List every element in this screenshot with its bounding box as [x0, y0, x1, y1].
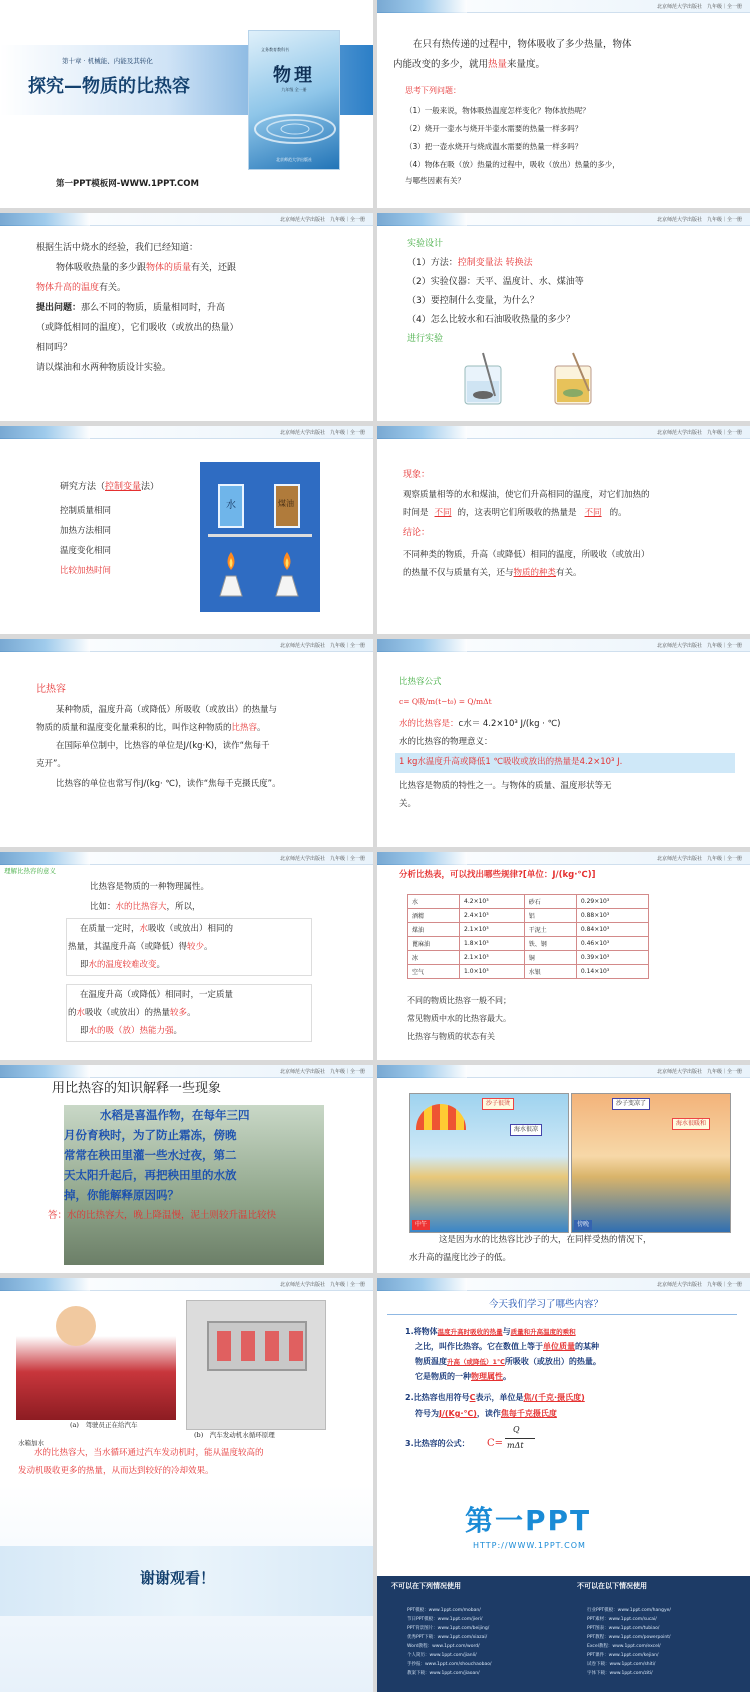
table-row	[408, 951, 649, 965]
slide-header	[0, 426, 373, 439]
table-cell: 4.2×10³	[460, 895, 525, 909]
publisher-label: 北京师范大学出版社 九年级｜全一册	[279, 1282, 365, 1288]
logo-text: 第一PPT	[465, 1504, 592, 1537]
slide-header	[377, 426, 750, 439]
hard-change-highlight: 水的温度较难改变	[88, 960, 157, 970]
table-cell: 2.1×10³	[460, 923, 525, 937]
less-highlight: 较少	[187, 942, 205, 952]
table-cell: 0.39×10³	[576, 951, 648, 965]
slide-header	[377, 0, 750, 13]
burner-right-icon	[272, 550, 302, 600]
slide-title: 用比热容的知识解释一些现象	[52, 1081, 222, 1096]
text: 比如：	[90, 902, 116, 912]
table-row	[408, 895, 649, 909]
blank: J/(Kg·℃)	[439, 1409, 477, 1418]
text: 的热量不仅与质量有关，还与	[403, 568, 514, 578]
water-value-line	[399, 715, 560, 733]
summary-2-line-1	[405, 1390, 585, 1405]
blank: 焦每千克摄氏度	[500, 1409, 557, 1418]
book-top-text: 义务教育教科书	[261, 47, 289, 52]
water-large-highlight: 水的比热容大	[115, 902, 167, 912]
book-subtitle: 九年级 全一册	[281, 87, 307, 92]
water-word: 水	[76, 1008, 86, 1018]
formula-denominator: mΔt	[507, 1441, 524, 1450]
slide-header	[0, 1278, 373, 1291]
text: 有关。	[556, 568, 582, 578]
text: 研究方法（	[60, 482, 106, 492]
slide-2[interactable]	[377, 0, 750, 208]
blank-answer-1: 不同	[434, 508, 452, 518]
slide-header	[377, 639, 750, 652]
table-cell: 0.46×10³	[576, 937, 648, 951]
link-item[interactable]: Word教程：www.1ppt.com/word/	[407, 1644, 480, 1649]
item-1	[407, 254, 533, 272]
text: 法）	[141, 482, 160, 492]
publisher-label: 北京师范大学出版社 九年级｜全一册	[656, 856, 742, 862]
summary-1-line-4	[415, 1369, 511, 1384]
explanation-line-1: 水的比热容大，当水循环通过汽车发动机时，能从温度较高的	[34, 1448, 264, 1458]
bubble-sand-cool: 沙子变凉了	[612, 1098, 650, 1110]
definition-line-2	[36, 719, 266, 737]
question-line-1: 水稻是喜温作物，在每年三四	[100, 1108, 250, 1122]
bubble-sea-warm: 海水很暖和	[672, 1118, 710, 1130]
conclusion-line-2	[403, 564, 582, 582]
item-4: （4）怎么比较水和石油吸收热量的多少？	[407, 315, 575, 325]
text: 之比，叫作比热容。它在数值上等于	[415, 1342, 543, 1351]
text: 物质的质量和温度变化量乘积的比，叫作这种物质的	[36, 723, 232, 733]
link-item[interactable]: PPT素材：www.1ppt.com/sucai/	[587, 1617, 657, 1622]
bubble-sand-hot: 沙子很烫	[482, 1098, 514, 1110]
text: ，读作	[476, 1409, 501, 1418]
slide-header	[377, 852, 750, 865]
left-heading: 不可以在下列情况使用	[391, 1582, 461, 1590]
link-item[interactable]: 教案下载：www.1ppt.com/jiaoan/	[407, 1671, 480, 1676]
slide-12[interactable]	[377, 1065, 750, 1273]
text-line-6: 相同吗？	[36, 343, 73, 353]
unit-line-1: 在国际单位制中，比热容的单位是J/(kg·K)，读作“焦每千	[56, 741, 270, 751]
tag-evening: 傍晚	[574, 1220, 592, 1230]
meaning-highlight: 1 kg水温度升高或降低1 ℃吸收或放出的热量是4.2×10³ J.	[395, 753, 735, 773]
summary-title: 今天我们学习了哪些内容？	[489, 1299, 604, 1310]
publisher-label: 北京师范大学出版社 九年级｜全一册	[656, 217, 742, 223]
text: 。	[257, 723, 266, 733]
table-cell: 砂石	[524, 895, 576, 909]
slide-header	[377, 213, 750, 226]
publisher-label: 北京师范大学出版社 九年级｜全一册	[656, 4, 742, 10]
info-panel	[377, 1576, 750, 1692]
text-line-4	[36, 299, 225, 317]
question-line-5: 掉，你能解释原因吗？	[64, 1188, 179, 1202]
oil-beaker	[274, 484, 300, 528]
condition-4: 比较加热时间	[60, 566, 112, 576]
publisher-label: 北京师范大学出版社 九年级｜全一册	[279, 643, 365, 649]
table-cell: 水银	[524, 965, 576, 979]
formula: c= Q吸/m(t−t₀) = Q/mΔt	[399, 697, 492, 706]
text: 的	[68, 1008, 77, 1018]
text: 的某种	[575, 1342, 599, 1351]
table-row	[408, 909, 649, 923]
blank: C	[469, 1393, 476, 1402]
section-heading: 比热容	[36, 684, 66, 695]
blank: 单位质量	[543, 1342, 575, 1351]
bubble-sea-cool: 海水很凉	[510, 1124, 542, 1136]
engine-diagram-image	[186, 1300, 326, 1430]
blank: 物理属性	[471, 1372, 503, 1381]
blank: 升高（或降低）1℃	[447, 1358, 505, 1366]
slide-6[interactable]	[377, 426, 750, 634]
caption-b: (b) 汽车发动机水循环原理	[194, 1431, 275, 1439]
table-row	[408, 965, 649, 979]
link-item[interactable]: 手抄报：www.1ppt.com/shouchaobao/	[407, 1662, 492, 1667]
text: 。	[503, 1372, 511, 1381]
logo-url: HTTP://WWW.1PPT.COM	[473, 1541, 586, 1550]
method-line	[60, 478, 159, 496]
table-cell: 2.4×10³	[460, 909, 525, 923]
property-statement: 比热容是物质的一种物理属性。	[90, 882, 210, 892]
beaker-oil-image	[545, 351, 605, 411]
umbrella-icon	[416, 1104, 466, 1130]
slide-14[interactable]	[377, 1278, 750, 1486]
conclusion-2: 常见物质中水的比热容最大。	[407, 1014, 511, 1023]
questions-title: 思考下列问题：	[405, 86, 461, 95]
table-cell: 0.88×10³	[576, 909, 648, 923]
link-item[interactable]: 行业PPT模板：www.1ppt.com/hangye/	[587, 1608, 671, 1613]
table-cell: 冰	[408, 951, 460, 965]
question-4-cont: 与哪些因素有关？	[405, 176, 465, 185]
beaker-water-image	[455, 351, 515, 411]
slide-header	[377, 1065, 750, 1078]
slide-title: 探究—物质的比热容	[28, 76, 190, 97]
publisher-label: 北京师范大学出版社 九年级｜全一册	[656, 643, 742, 649]
publisher-label: 北京师范大学出版社 九年级｜全一册	[279, 430, 365, 436]
specific-heat-table	[407, 894, 649, 979]
table-cell: 铜	[524, 951, 576, 965]
link-item[interactable]: 节日PPT模板：www.1ppt.com/jieri/	[407, 1617, 483, 1622]
unit-line-3: 比热容的单位也常写作J/(kg· ℃)，读作“焦每千克摄氏度”。	[56, 779, 281, 789]
slide-13[interactable]	[0, 1278, 373, 1486]
question-1: （1）一般来说，物体吸热温度怎样变化？物体放热呢？	[405, 106, 590, 115]
table-cell: 0.14×10³	[576, 965, 648, 979]
text-line-7: 请以煤油和水两种物质设计实验。	[36, 363, 172, 373]
term-highlight: 比热容	[231, 723, 258, 733]
text: 吸收（或放出）的热量	[85, 1008, 171, 1018]
formula-heading: 比热容公式	[399, 677, 442, 687]
link-item[interactable]: 个人简历：www.1ppt.com/jianli/	[407, 1653, 477, 1658]
unit-line-2: 克开”。	[36, 759, 66, 769]
caption-a-2: 水箱加水	[18, 1439, 44, 1447]
intro-line-1: 在只有热传递的过程中，物体吸收了多少热量，物体	[413, 39, 632, 50]
question-2: （2）烧开一壶水与烧开半壶水需要的热量一样多吗？	[405, 124, 583, 133]
burner-left-icon	[216, 550, 246, 600]
condition-1: 控制质量相同	[60, 506, 112, 516]
publisher-label: 北京师范大学出版社 九年级｜全一册	[656, 1282, 742, 1288]
question-line-3: 常常在秧田里灌一些水过夜，第二	[64, 1148, 237, 1162]
slide-4[interactable]	[377, 213, 750, 421]
definition-line-1: 某种物质，温度升高（或降低）所吸收（或放出）的热量与	[56, 705, 278, 715]
table-cell: 1.0×10³	[460, 965, 525, 979]
strong-ability-highlight: 水的吸（放）热能力强	[88, 1026, 174, 1036]
summary-1-line-2	[415, 1339, 599, 1354]
link-item[interactable]: 优秀PPT下载：www.1ppt.com/xiazai/	[407, 1635, 488, 1640]
text: 来量度。	[507, 59, 546, 70]
slide-1[interactable]	[0, 0, 373, 208]
text: 物质温度	[415, 1357, 447, 1366]
text-line-1: 根据生活中烧水的经验，我们已经知道：	[36, 243, 199, 253]
slide-header	[377, 1278, 750, 1291]
text: 。	[187, 1008, 196, 1018]
caption-a: (a) 驾驶员正在给汽车	[70, 1421, 138, 1429]
water-value: c水＝ 4.2×10³ J/(kg · ℃)	[458, 719, 561, 729]
method-highlight: 控制变量法 转换法	[457, 258, 533, 268]
slide-header	[0, 1065, 373, 1078]
slide-header	[0, 213, 373, 226]
highlight-heat: 热量	[488, 59, 508, 70]
table-row	[408, 923, 649, 937]
publisher-label: 北京师范大学出版社 九年级｜全一册	[656, 1069, 742, 1075]
text: 它是物质的一种	[415, 1372, 471, 1381]
site-label: 第一PPT模板网-WWW.1PPT.COM	[56, 179, 199, 189]
slide-header	[0, 639, 373, 652]
intro-line-2	[393, 56, 545, 74]
right-heading: 不可以在以下情况使用	[577, 1582, 647, 1590]
publisher-label: 北京师范大学出版社 九年级｜全一册	[279, 217, 365, 223]
formula-numerator: Q	[513, 1425, 520, 1434]
table-title: 分析比热表，可以找出哪些规律?[单位：J/(kg·℃)]	[399, 870, 596, 880]
link-item[interactable]: Excel教程：www.1ppt.com/excel/	[587, 1644, 661, 1649]
blank: 焦/(千克·摄氏度)	[523, 1393, 585, 1402]
book-publisher: 北京师范大学出版社	[276, 157, 312, 162]
table-cell: 2.1×10³	[460, 951, 525, 965]
slide-10[interactable]	[377, 852, 750, 1060]
table-row	[408, 937, 649, 951]
text: 的。	[609, 508, 627, 518]
slide-15[interactable]	[0, 1484, 373, 1692]
text: 1.将物体	[405, 1327, 438, 1336]
section-title: 实验设计	[407, 239, 444, 249]
conclusion-3: 比热容与物质的状态有关	[407, 1032, 495, 1041]
more-highlight: 较多	[170, 1008, 188, 1018]
text: 吸收（或放出）相同的	[148, 924, 234, 934]
question-3: （3）把一壶水烧开与烧成温水需要的热量一样多吗？	[405, 142, 583, 151]
summary-2-line-2	[415, 1406, 557, 1421]
slide-7[interactable]	[0, 639, 373, 847]
logo-area	[377, 1484, 750, 1576]
answer-line: 答：水的比热容大，晚上降温慢，泥土则较升温比较快	[48, 1210, 277, 1221]
slide-16[interactable]	[377, 1484, 750, 1692]
text: 所吸收（或放出）的热量。	[504, 1357, 601, 1366]
book-title: 物理	[273, 65, 315, 86]
table-cell: 干泥土	[524, 923, 576, 937]
property-line-1: 比热容是物质的特性之一。与物体的质量、温度形状等无	[399, 781, 612, 791]
water-beaker	[218, 484, 244, 528]
text: 与	[502, 1327, 511, 1336]
corner-label: 理解比热容的意义	[4, 867, 56, 875]
slide-3[interactable]	[0, 213, 373, 421]
explanation-line-2: 发动机吸收更多的热量，从而达到较好的冷却效果。	[18, 1466, 214, 1476]
slide-11[interactable]	[0, 1065, 373, 1273]
table-cell: 空气	[408, 965, 460, 979]
question-line-4: 天太阳升起后，再把秧田里的水放	[64, 1168, 237, 1182]
link-item[interactable]: PPT背景图片：www.1ppt.com/beijing/	[407, 1626, 490, 1631]
phenomenon-heading: 现象：	[403, 470, 431, 480]
beach-noon-image	[409, 1093, 569, 1233]
slide-9[interactable]	[0, 852, 373, 1060]
explanation-line-1: 这是因为水的比热容比沙子的大，在同样受热的情况下，	[439, 1235, 652, 1245]
question-4: （4）物体在吸（放）热量的过程中，吸收（放出）热量的多少，	[405, 160, 620, 169]
book-swirl-graphic	[249, 99, 341, 159]
condition-3: 温度变化相同	[60, 546, 112, 556]
summary-1-line-3	[415, 1354, 601, 1370]
table-cell: 铝	[524, 909, 576, 923]
text-line-5: （或降低相同的温度），它们吸收（或放出的热量）	[36, 323, 239, 333]
conclusion-1: 不同的物质比热容一般不同；	[407, 996, 511, 1005]
text: （1）方法：	[407, 258, 458, 268]
text: 2.比热容也用符号	[405, 1393, 470, 1402]
text: 有关。	[99, 283, 127, 293]
experiment-label: 进行实验	[407, 334, 444, 344]
text: 。	[173, 1026, 183, 1036]
thanks-text: 谢谢观看！	[140, 1569, 216, 1587]
text: 在质量一定时，	[80, 924, 140, 934]
box2-line-2	[68, 1004, 196, 1022]
book-cover	[248, 30, 340, 170]
control-variable-highlight: 控制变量	[105, 482, 142, 492]
item-3: （3）要控制什么变量，为什么？	[407, 296, 539, 306]
text: 的，这表明它们所吸收的热量是	[457, 508, 577, 518]
text: 表示，单位是	[475, 1393, 524, 1402]
publisher-label: 北京师范大学出版社 九年级｜全一册	[279, 1069, 365, 1075]
link-item[interactable]: 字体下载：www.1ppt.com/ziti/	[587, 1671, 653, 1676]
text: 。	[156, 960, 166, 970]
text: 有关，还跟	[191, 263, 237, 273]
text: 内能改变的多少，就用	[393, 59, 489, 70]
text: 即	[80, 1026, 89, 1036]
text-line-3	[36, 279, 126, 297]
chapter-label: 第十章 · 机械能、内能及其转化	[62, 57, 153, 65]
blank-answer-2: 不同	[584, 508, 602, 518]
table-cell: 水	[408, 895, 460, 909]
question-label: 提出问题：	[36, 303, 82, 313]
text: 物体吸收热量的多少跟	[56, 263, 147, 273]
blank: 质量和升高温度的乘积	[510, 1328, 576, 1336]
text: 即	[80, 960, 89, 970]
slide-5[interactable]	[0, 426, 373, 634]
question-line-2: 月份育秧时，为了防止霜冻，傍晚	[64, 1128, 237, 1142]
publisher-label: 北京师范大学出版社 九年级｜全一册	[656, 430, 742, 436]
beach-evening-image	[571, 1093, 731, 1233]
box1-line-2	[68, 938, 213, 956]
water-word: 水	[139, 924, 149, 934]
table-cell: 铁、钢	[524, 937, 576, 951]
text: 那么不同的物质，质量相同时，升高	[81, 303, 226, 313]
example-line	[90, 898, 201, 916]
car-radiator-image	[16, 1300, 176, 1420]
link-item[interactable]: PPT模板：www.1ppt.com/moban/	[407, 1608, 481, 1613]
table-cell: 0.84×10³	[576, 923, 648, 937]
water-label: 水	[226, 500, 236, 511]
link-item[interactable]: PPT课件：www.1ppt.com/kejian/	[587, 1653, 659, 1658]
explanation-line-2: 水升高的温度比沙子的低。	[409, 1253, 512, 1263]
formula-c: C=	[487, 1438, 504, 1449]
box2-line-1: 在温度升高（或降低）相同时，一定质量	[80, 990, 234, 1000]
oil-label: 煤油	[278, 499, 294, 508]
link-item[interactable]: 试卷下载：www.1ppt.com/shiti/	[587, 1662, 656, 1667]
phenomenon-line-1: 观察质量相等的水和煤油，使它们升高相同的温度，对它们加热的	[403, 490, 650, 500]
summary-1-line-1	[405, 1324, 576, 1340]
table-cell: 0.29×10³	[576, 895, 648, 909]
phenomenon-line-2	[403, 504, 627, 522]
blank: 温度升高时吸收的热量	[437, 1328, 503, 1336]
text: 3.比热容的公式：	[405, 1439, 470, 1448]
text-line-2	[56, 259, 236, 277]
right-links	[587, 1606, 737, 1678]
link-item[interactable]: PPT教程：www.1ppt.com/powerpoint/	[587, 1635, 671, 1640]
text: ，所以，	[166, 902, 201, 912]
text: 时间是	[403, 508, 429, 518]
conclusion-heading: 结论：	[403, 528, 431, 538]
text: 符号为	[415, 1409, 439, 1418]
water-value-label: 水的比热容是：	[399, 719, 459, 729]
left-links	[407, 1606, 557, 1678]
box2-line-3	[80, 1022, 182, 1040]
slide-8[interactable]	[377, 639, 750, 847]
property-line-2: 关。	[399, 799, 417, 809]
condition-2: 加热方法相同	[60, 526, 112, 536]
table-cell: 煤油	[408, 923, 460, 937]
substance-type-highlight: 物质的种类	[513, 568, 557, 578]
table-cell: 酒精	[408, 909, 460, 923]
tag-noon: 中午	[412, 1220, 430, 1230]
summary-3-line	[405, 1436, 470, 1451]
text: 热量，其温度升高（或降低）得	[68, 942, 188, 952]
box1-line-3	[80, 956, 165, 974]
apparatus-image	[200, 462, 320, 612]
highlight-temp: 物体升高的温度	[36, 283, 100, 293]
meaning-label: 水的比热容的物理意义：	[399, 737, 493, 747]
text: 。	[204, 942, 213, 952]
item-2: （2）实验仪器：天平、温度计、水、煤油等	[407, 277, 584, 287]
highlight-mass: 物体的质量	[146, 263, 192, 273]
table-cell: 蓖麻油	[408, 937, 460, 951]
conclusion-line-1: 不同种类的物质，升高（或降低）相同的温度，所吸收（或放出）	[403, 550, 650, 560]
publisher-label: 北京师范大学出版社 九年级｜全一册	[279, 856, 365, 862]
table-cell: 1.8×10³	[460, 937, 525, 951]
link-item[interactable]: PPT图表：www.1ppt.com/tubiao/	[587, 1626, 660, 1631]
box1-line-1	[80, 920, 233, 938]
